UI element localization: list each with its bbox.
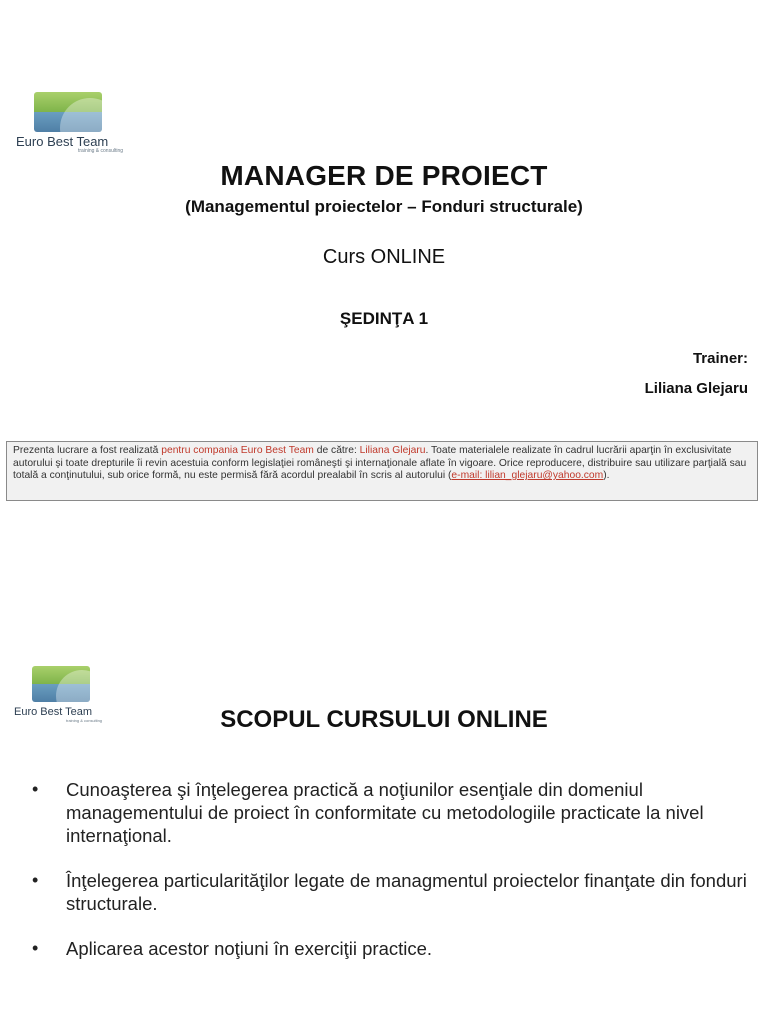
bullet-icon: • xyxy=(32,870,39,890)
notice-text: . Toate materialele realizate în cadrul lucrării aparţin în exclusivitate autorului şi toate drepturile îi revin acestuia conform legislaţiei româneşti şi internaţionale aflate în vigoare. Orice reproducere, distribuire sau utilizare parţială sau totală a conţinutului, sub orice formă, nu este permisă fără acordul prealabil în scris al autorului ( xyxy=(13,445,747,482)
logo-brand-text: Euro Best Team xyxy=(16,134,109,149)
scope-title: SCOPUL CURSULUI ONLINE xyxy=(220,706,548,733)
trainer-label: Trainer: xyxy=(692,350,748,367)
notice-author: Liliana Glejaru xyxy=(359,445,426,456)
bullet-icon: • xyxy=(32,779,39,799)
notice-text: Prezenta lucrare a fost realizată xyxy=(13,445,162,456)
list-item xyxy=(30,937,750,960)
course-title: MANAGER DE PROIECT xyxy=(220,160,548,191)
logo-mark-icon xyxy=(32,666,90,702)
course-type: Curs ONLINE xyxy=(322,246,446,268)
session-label: ŞEDINŢA 1 xyxy=(339,309,429,328)
list-item-text: Înţelegerea particularităţilor legate de managmentul proiectelor finanţate din fonduri structurale. xyxy=(66,870,747,914)
logo-mark-icon xyxy=(34,92,102,132)
list-item-text: Aplicarea acestor noţiuni în exerciţii practice. xyxy=(66,938,433,959)
list-item xyxy=(30,869,750,915)
notice-text: de către: xyxy=(313,445,360,456)
trainer-name: Liliana Glejaru xyxy=(644,380,748,397)
list-item xyxy=(30,778,750,847)
course-subtitle: (Managementul proiectelor – Fonduri structurale) xyxy=(185,197,583,216)
author-email-link[interactable]: e-mail: lilian_glejaru@yahoo.com xyxy=(451,470,604,482)
bullet-icon: • xyxy=(32,938,39,958)
list-item-text: Cunoaşterea şi înţelegerea practică a noţiunilor esenţiale din domeniul managementului de proiect în conformitate cu metodologiile practicate la nivel internaţional. xyxy=(66,779,704,846)
objectives-list xyxy=(30,778,750,982)
logo-brand-text: Euro Best Team xyxy=(14,706,93,718)
company-logo xyxy=(16,90,136,156)
logo-tagline: training & consulting xyxy=(66,718,103,723)
notice-text: ). xyxy=(603,470,610,482)
logo-tagline: training & consulting xyxy=(78,148,124,154)
copyright-notice xyxy=(6,441,758,501)
notice-company: pentru compania Euro Best Team xyxy=(161,445,314,456)
